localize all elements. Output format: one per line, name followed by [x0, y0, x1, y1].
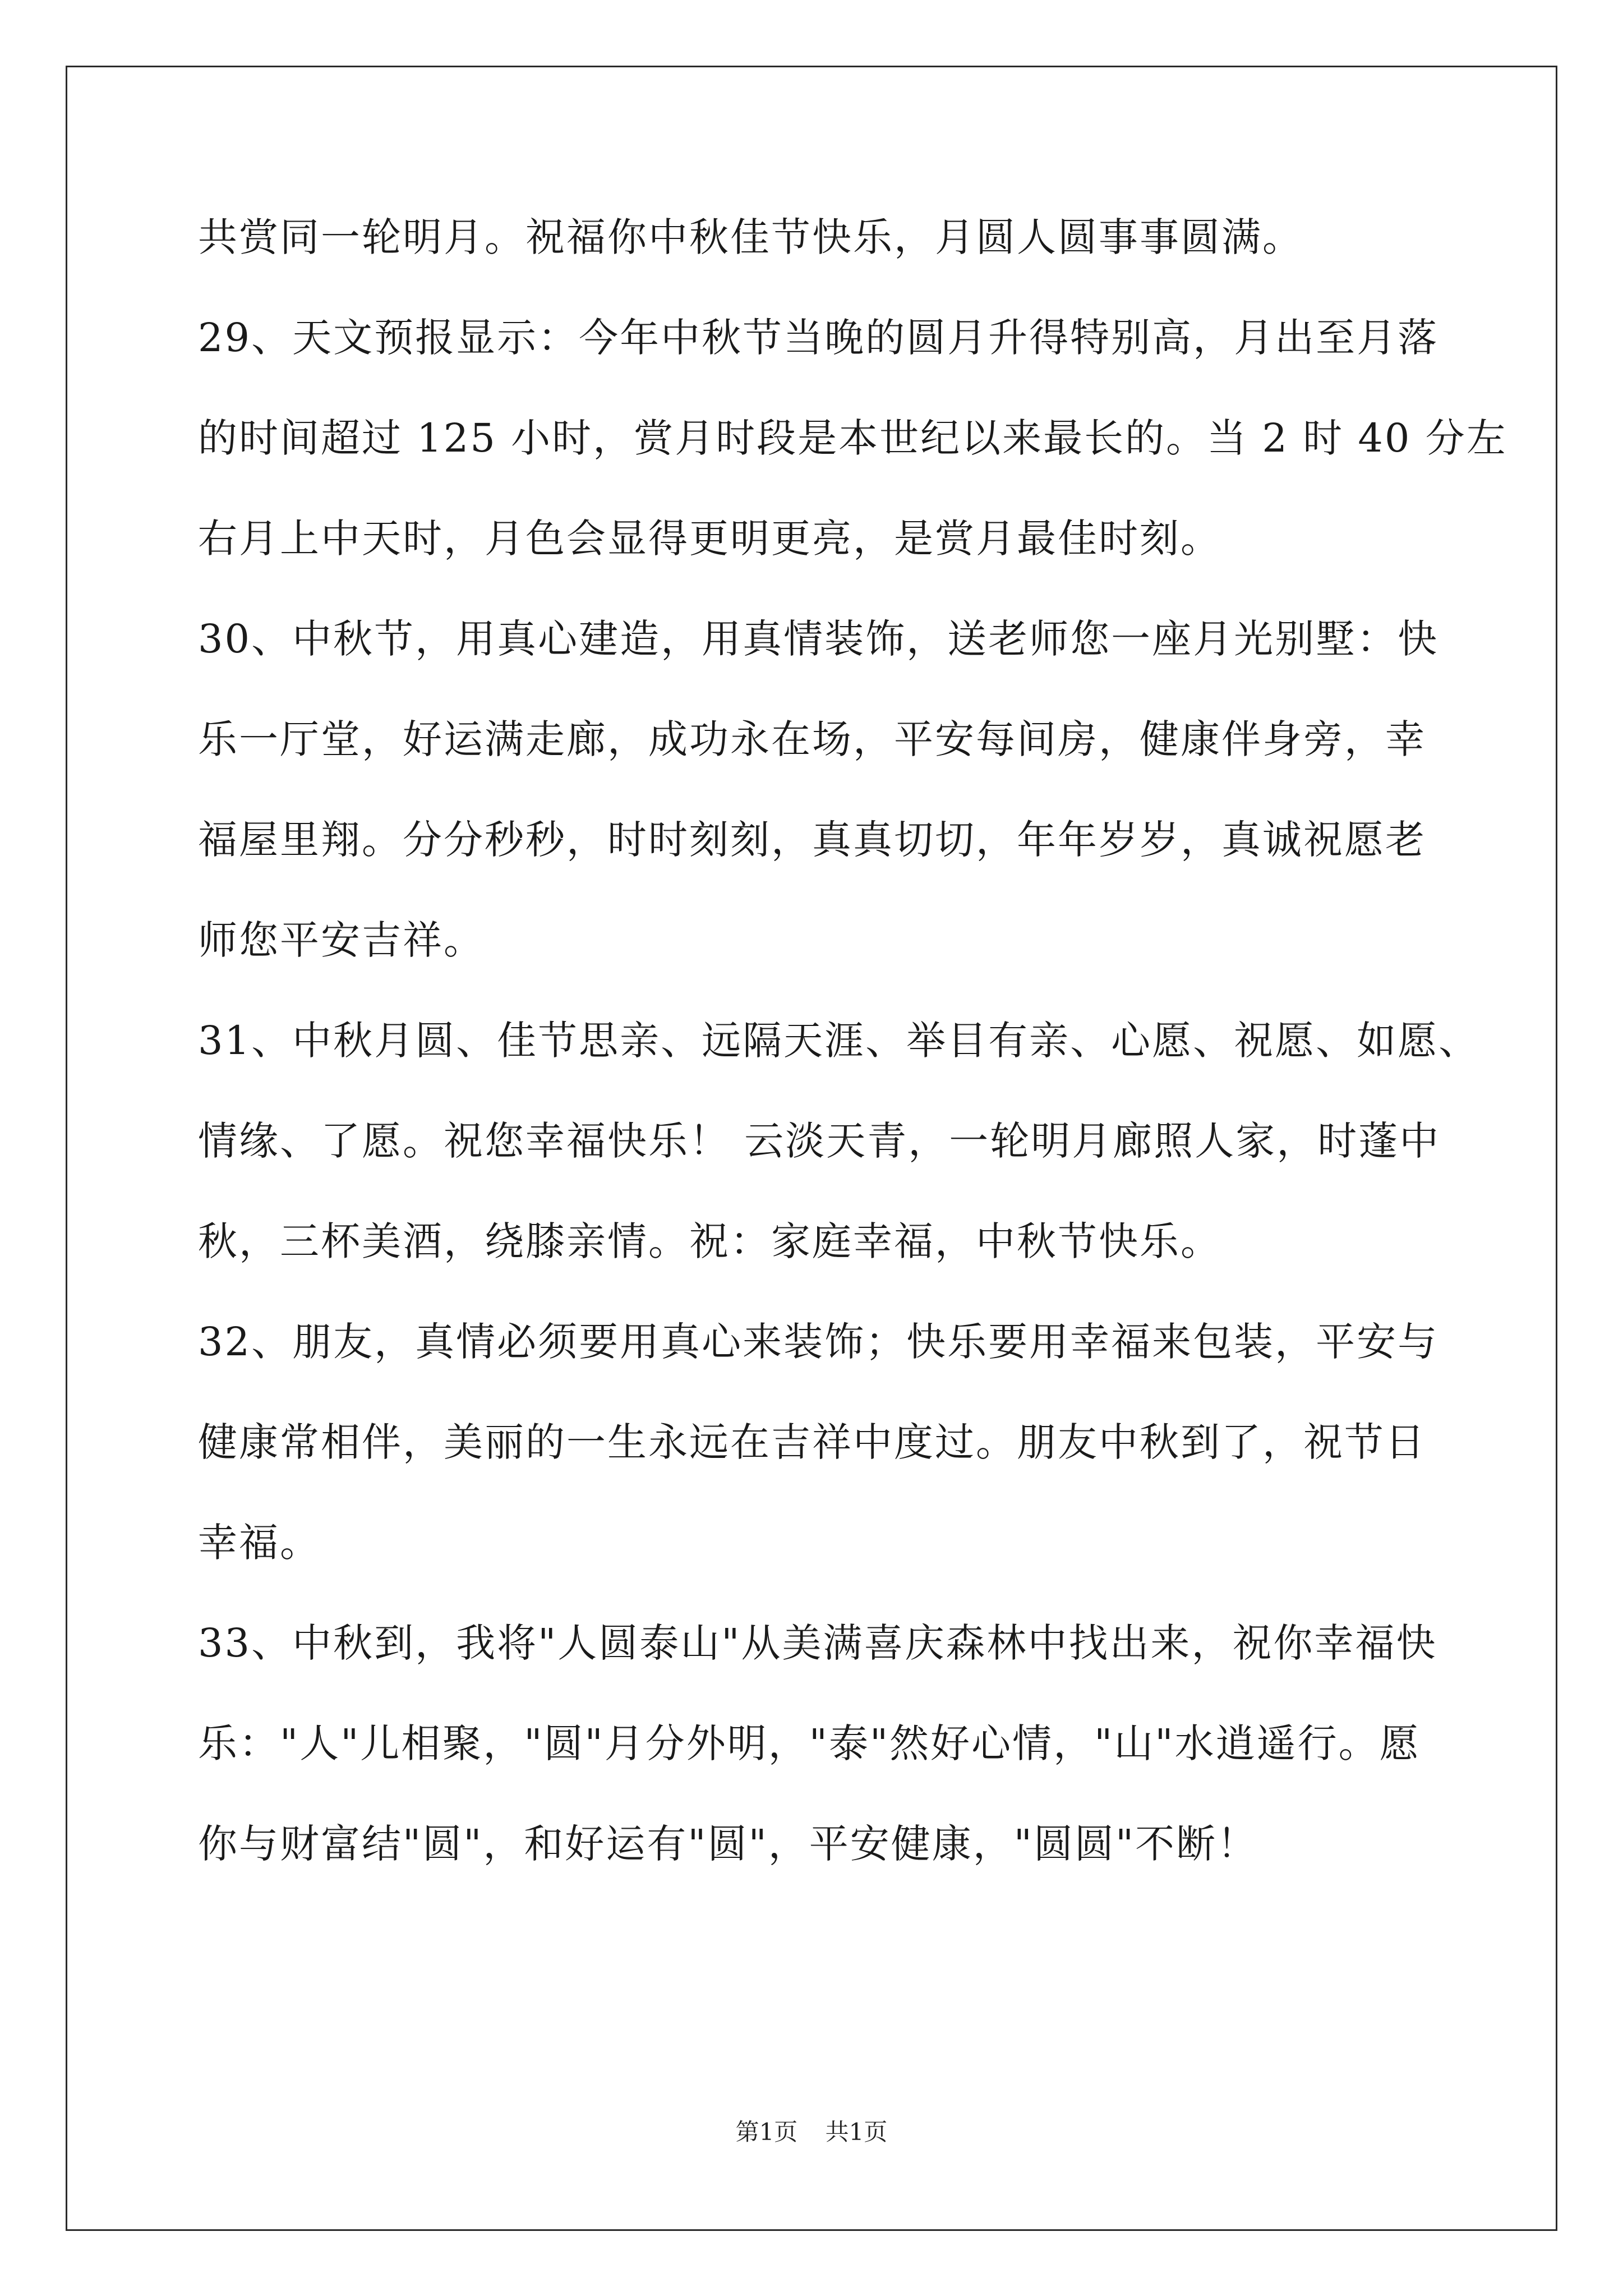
text-line: 右月上中天时，月色会显得更明更亮，是赏月最佳时刻。 — [198, 516, 1221, 562]
page-number-current: 第1页 — [735, 2118, 798, 2146]
text-line: 你与财富结"圆"，和好运有"圆"，平安健康，"圆圆"不断！ — [198, 1821, 1258, 1867]
text-line: 情缘、了愿。祝您幸福快乐！ 云淡天青，一轮明月廊照人家，时蓬中 — [198, 1118, 1441, 1164]
text-line: 福屋里翔。分分秒秒，时时刻刻，真真切切，年年岁岁，真诚祝愿老 — [198, 817, 1426, 863]
text-line: 乐一厅堂，好运满走廊，成功永在场，平安每间房，健康伴身旁，幸 — [198, 716, 1426, 762]
text-line: 秋，三杯美酒，绕膝亲情。祝：家庭幸福，中秋节快乐。 — [198, 1218, 1221, 1264]
text-line: 师您平安吉祥。 — [198, 917, 485, 963]
page-number-total: 共1页 — [825, 2118, 888, 2146]
text-line: 33、中秋到，我将"人圆泰山"从美满喜庆森林中找出来，祝你幸福快 — [198, 1620, 1437, 1666]
text-line: 的时间超过 125 小时，赏月时段是本世纪以来最长的。当 2 时 40 分左 — [198, 415, 1507, 461]
text-line: 健康常相伴，美丽的一生永远在吉祥中度过。朋友中秋到了，祝节日 — [198, 1419, 1426, 1465]
text-line: 乐："人"儿相聚，"圆"月分外明，"泰"然好心情，"山"水逍遥行。愿 — [198, 1720, 1421, 1766]
text-line: 32、朋友，真情必须要用真心来装饰；快乐要用幸福来包装，平安与 — [198, 1319, 1439, 1365]
text-line: 共赏同一轮明月。祝福你中秋佳节快乐，月圆人圆事事圆满。 — [198, 214, 1303, 260]
page-footer — [0, 2118, 1623, 2147]
text-line: 29、天文预报显示：今年中秋节当晚的圆月升得特别高，月出至月落 — [198, 315, 1439, 361]
text-line: 30、中秋节，用真心建造，用真情装饰，送老师您一座月光别墅：快 — [198, 616, 1439, 662]
text-line: 31、中秋月圆、佳节思亲、远隔天涯、举目有亲、心愿、祝愿、如愿、 — [198, 1018, 1480, 1064]
text-line: 幸福。 — [198, 1520, 321, 1566]
